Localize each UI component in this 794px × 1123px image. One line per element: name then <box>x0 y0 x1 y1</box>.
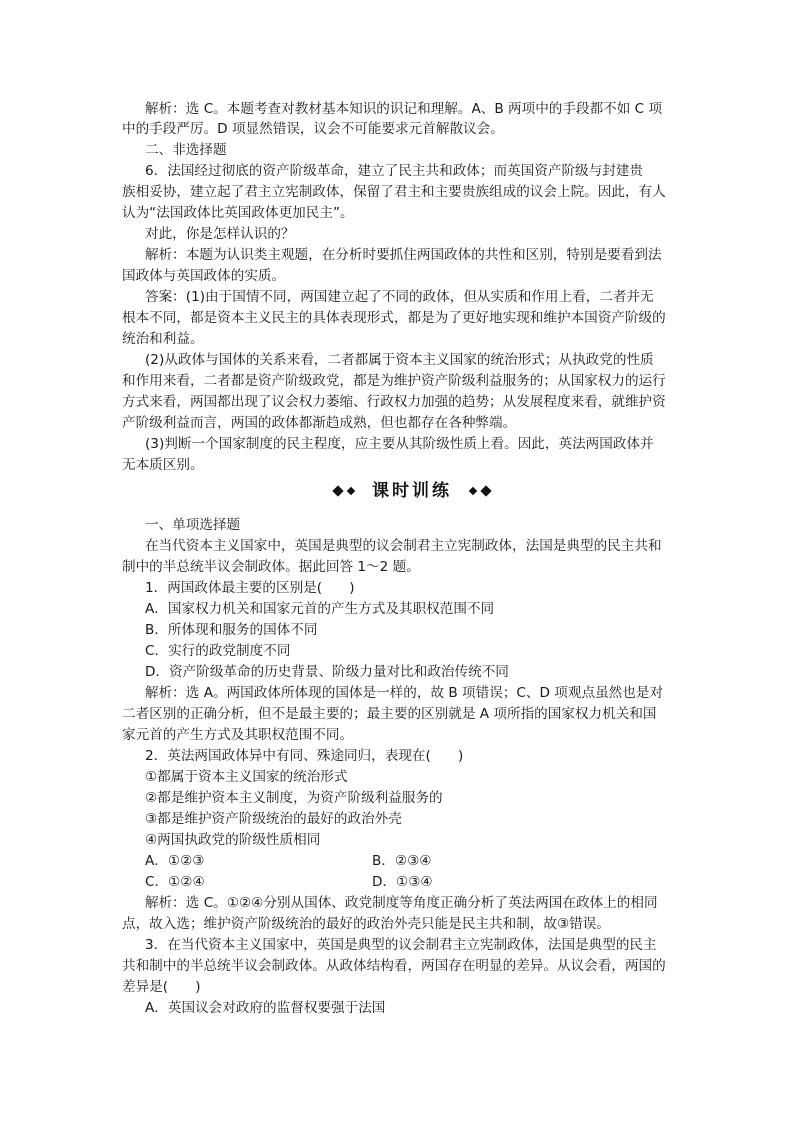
option: D．资产阶级革命的历史背景、阶级力量对比和政治传统不同 <box>145 664 509 680</box>
text-line: 制中的半总统半议会制政体。据此回答 1～2 题。 <box>122 559 420 575</box>
option: A．国家权力机关和国家元首的产生方式及其职权范围不同 <box>145 601 495 617</box>
question: 3．在当代资本主义国家中，英国是典型的议会制君主立宪制政体，法国是典型的民主 <box>145 937 657 953</box>
statement: ③都是维护资产阶级统治的最好的政治外壳 <box>145 811 402 827</box>
text-line: 对此，你是怎样认识的？ <box>145 226 295 242</box>
text-line: 解析：选 A。两国政体所体现的国体是一样的，故 B 项错误；C、D 项观点虽然也是对 <box>145 685 664 701</box>
text-line: 在当代资本主义国家中，英国是典型的议会制君主立宪制政体，法国是典型的民主共和 <box>145 538 662 554</box>
text-line: 中的手段严厉。D 项显然错误，议会不可能要求元首解散议会。 <box>122 121 504 137</box>
option-d: D．①③④ <box>372 874 433 890</box>
text-line: 认为“法国政体比英国政体更加民主”。 <box>122 205 354 221</box>
text-line: 家元首的产生方式及其职权范围不同。 <box>122 727 354 743</box>
diamond-icon <box>469 487 477 495</box>
text-line: 统治和利益。 <box>122 331 204 347</box>
text-line: 产阶级利益而言，两国的政体都渐趋成熟，但也都存在各种弊端。 <box>122 415 517 431</box>
text-line: 根本不同，都是资本主义民主的具体表现形式，都是为了更好地实现和维护本国资产阶级的 <box>122 310 666 326</box>
text-line: 和作用来看，二者都是资产阶级政党，都是为维护资产阶级利益服务的；从国家权力的运行 <box>122 373 666 389</box>
section-heading: 二、非选择题 <box>145 142 227 158</box>
diamond-icon <box>480 485 491 496</box>
statement: ①都属于资本主义国家的统治形式 <box>145 769 348 785</box>
text-line: 共和制中的半总统半议会制政体。从政体结构看，两国存在明显的差异。从议会看，两国的 <box>122 958 666 974</box>
text-line: 族相妥协，建立起了君主立宪制政体，保留了君主和主要贵族组成的议会上院。因此，有人 <box>122 184 666 200</box>
text-line: (2)从政体与国体的关系来看，二者都属于资本主义国家的统治形式；从执政党的性质 <box>145 352 654 368</box>
text-line: 方式来看，两国都出现了议会权力萎缩、行政权力加强的趋势；从发展程度来看，就维护资 <box>122 394 666 410</box>
text-line: 解析：选 C。本题考查对教材基本知识的识记和理解。A、B 两项中的手段都不如 C 项 <box>145 101 663 117</box>
question: 2．英法两国政体异中有同、殊途同归，表现在( ) <box>145 748 464 764</box>
option-a: A．①②③ <box>145 853 205 869</box>
section-banner <box>332 480 492 502</box>
option-b: B．②③④ <box>372 853 432 869</box>
text-line: 答案：(1)由于国情不同，两国建立起了不同的政体，但从实质和作用上看，二者并无 <box>145 289 654 305</box>
statement: ②都是维护资本主义制度，为资产阶级利益服务的 <box>145 790 443 806</box>
section-heading: 一、单项选择题 <box>145 517 241 533</box>
option-c: C．①②④ <box>145 874 205 890</box>
option: C．实行的政党制度不同 <box>145 643 291 659</box>
text-line: 差异是( ) <box>122 979 201 995</box>
text-line: 无本质区别。 <box>122 457 204 473</box>
text-line: 解析：本题为认识类主观题，在分析时要抓住两国政体的共性和区别，特别是要看到法 <box>145 247 662 263</box>
text-line: 点，故入选；维护资产阶级统治的最好的政治外壳只能是民主共和制，故③错误。 <box>122 916 610 932</box>
option: B．所体现和服务的国体不同 <box>145 622 318 638</box>
text-line: 解析：选 C。①②④分别从国体、政党制度等角度正确分析了英法两国在政体上的相同 <box>145 895 658 911</box>
diamond-icon <box>347 487 355 495</box>
text-line: 6．法国经过彻底的资产阶级革命，建立了民主共和政体；而英国资产阶级与封建贵 <box>145 163 644 179</box>
text-line: (3)判断一个国家制度的民主程度，应主要从其阶级性质上看。因此，英法两国政体并 <box>145 436 654 452</box>
banner-title: 课时训练 <box>372 481 452 501</box>
question: 1．两国政体最主要的区别是( ) <box>145 580 355 596</box>
diamond-icon <box>332 485 343 496</box>
option: A．英国议会对政府的监督权要强于法国 <box>145 1000 386 1016</box>
text-line: 国政体与英国政体的实质。 <box>122 268 286 284</box>
statement: ④两国执政党的阶级性质相同 <box>145 832 321 848</box>
text-line: 二者区别的正确分析，但不是最主要的；最主要的区别就是 A 项所指的国家权力机关和国 <box>122 706 657 722</box>
